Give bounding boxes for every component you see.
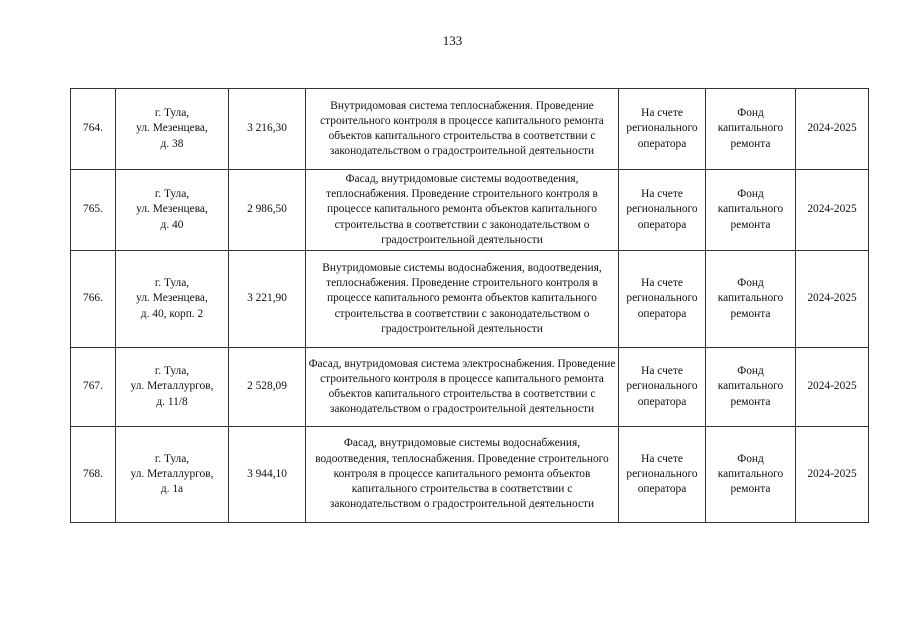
account-cell: На счете регионального оператора — [619, 89, 706, 170]
table-row — [71, 251, 869, 348]
row-number: 768. — [71, 427, 116, 523]
account-cell: На счете регионального оператора — [619, 348, 706, 427]
table-row — [71, 348, 869, 427]
repair-registry-table — [70, 88, 869, 523]
table-row — [71, 427, 869, 523]
period-cell: 2024-2025 — [796, 89, 869, 170]
fund-cell: Фонд капитального ремонта — [706, 427, 796, 523]
period-cell: 2024-2025 — [796, 170, 869, 251]
area-cell: 3 221,90 — [229, 251, 306, 348]
address-cell: г. Тула, ул. Металлургов, д. 11/8 — [116, 348, 229, 427]
row-number: 766. — [71, 251, 116, 348]
period-cell: 2024-2025 — [796, 427, 869, 523]
account-cell: На счете регионального оператора — [619, 251, 706, 348]
fund-cell: Фонд капитального ремонта — [706, 348, 796, 427]
area-cell: 3 216,30 — [229, 89, 306, 170]
page-number: 133 — [442, 33, 463, 48]
works-cell: Внутридомовые системы водоснабжения, водоотведения, теплоснабжения. Проведение строительного контроля в процессе капитального ремонта объектов капитального строительства в соответствии с законодательством о градостроительной деятельности — [306, 251, 619, 348]
account-cell: На счете регионального оператора — [619, 427, 706, 523]
period-cell: 2024-2025 — [796, 251, 869, 348]
row-number: 765. — [71, 170, 116, 251]
area-cell: 2 986,50 — [229, 170, 306, 251]
address-cell: г. Тула, ул. Мезенцева, д. 40 — [116, 170, 229, 251]
row-number: 767. — [71, 348, 116, 427]
table-row — [71, 89, 869, 170]
works-cell: Фасад, внутридомовые системы водоснабжения, водоотведения, теплоснабжения. Проведение строительного контроля в процессе капитального ремонта объектов капитального строительства в соответствии с законодательством о градостроительной деятельности — [306, 427, 619, 523]
account-cell: На счете регионального оператора — [619, 170, 706, 251]
area-cell: 3 944,10 — [229, 427, 306, 523]
works-cell: Внутридомовая система теплоснабжения. Проведение строительного контроля в процессе капитального ремонта объектов капитального строительства в соответствии с законодательством о градостроительной деятельности — [306, 89, 619, 170]
works-cell: Фасад, внутридомовая система электроснабжения. Проведение строительного контроля в процессе капитального ремонта объектов капитального строительства в соответствии с законодательством о градостроительной деятельности — [306, 348, 619, 427]
fund-cell: Фонд капитального ремонта — [706, 251, 796, 348]
period-cell: 2024-2025 — [796, 348, 869, 427]
fund-cell: Фонд капитального ремонта — [706, 170, 796, 251]
area-cell: 2 528,09 — [229, 348, 306, 427]
address-cell: г. Тула, ул. Металлургов, д. 1а — [116, 427, 229, 523]
fund-cell: Фонд капитального ремонта — [706, 89, 796, 170]
row-number: 764. — [71, 89, 116, 170]
address-cell: г. Тула, ул. Мезенцева, д. 38 — [116, 89, 229, 170]
table-row — [71, 170, 869, 251]
works-cell: Фасад, внутридомовые системы водоотведения, теплоснабжения. Проведение строительного контроля в процессе капитального ремонта объектов капитального строительства в соответствии с законодательством о градостроительной деятельности — [306, 170, 619, 251]
address-cell: г. Тула, ул. Мезенцева, д. 40, корп. 2 — [116, 251, 229, 348]
